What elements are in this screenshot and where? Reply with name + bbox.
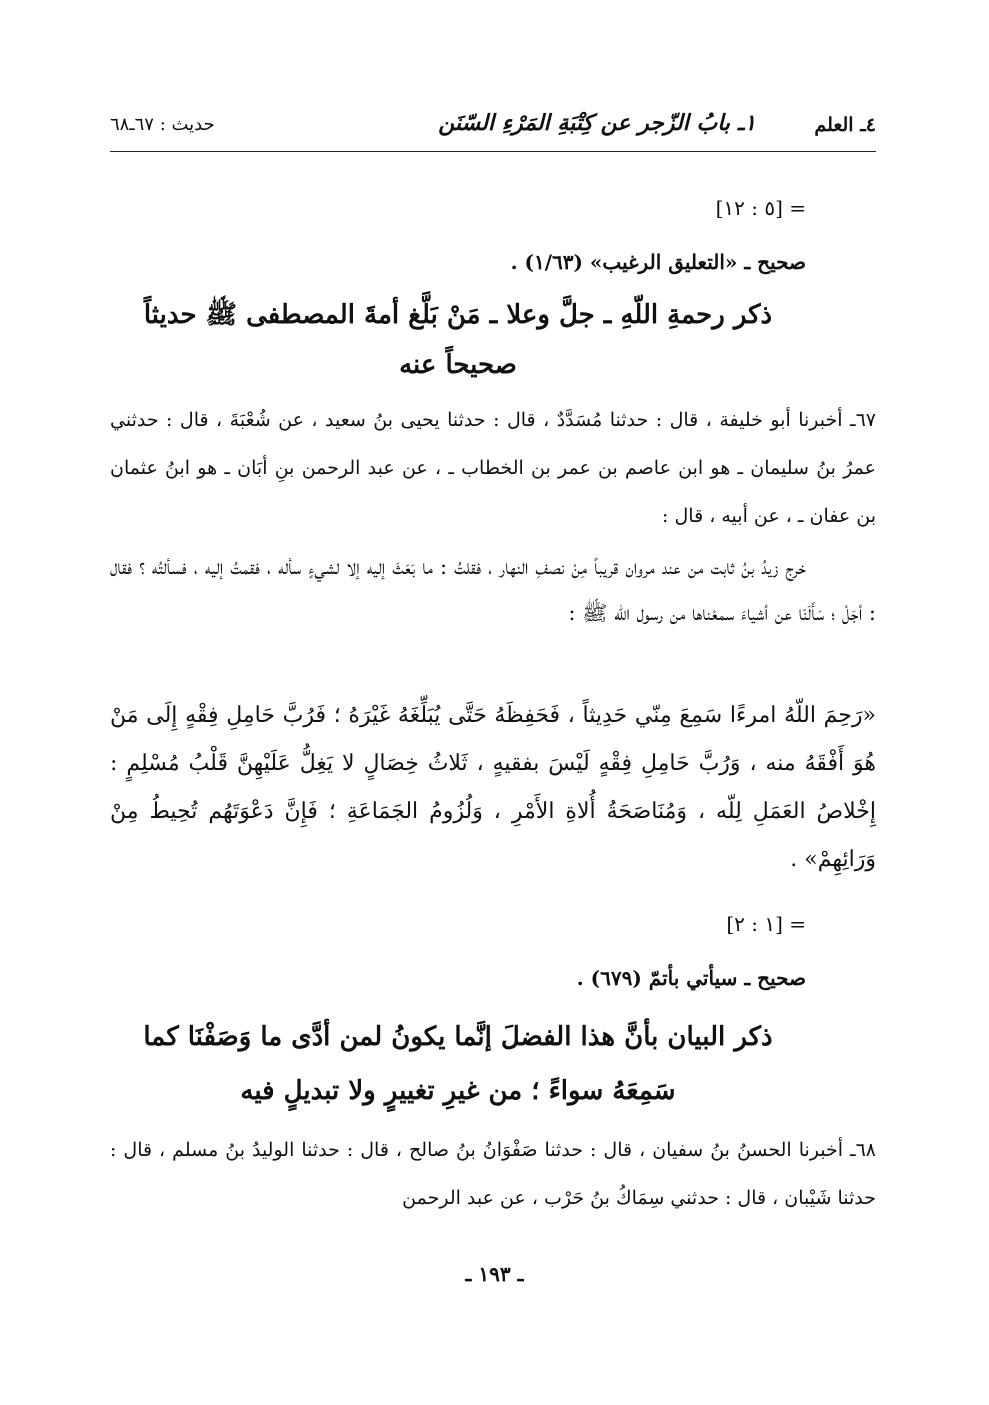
chapter-heading-line-1: ذكر رحمةِ اللّهِ ـ جلَّ وعلا ـ مَنْ بَلَّغ أمةَ المصطفى ﷺ حديثاً	[143, 300, 773, 330]
chapter-heading-line-2: صحيحاً عنه	[399, 350, 517, 380]
hadith-67-matn: «رَحِمَ اللّهُ امرءًا سَمِعَ مِنّي حَدِيثاً ، فَحَفِظَهُ حَتَّى يُبَلِّغَهُ غَيْرَهُ ؛ فَرُبَّ حَامِلِ فِقْهٍ إِلَى مَنْ هُوَ أَفْقَهُ منه ، وَرُبَّ حَامِلِ فِقْهٍ لَيْسَ بفقيهٍ ، ثَلاثُ خِصَالٍ لا يَغِلُّ عَلَيْهِنَّ قَلْبُ مُسْلِمٍ : إِخْلاصُ العَمَلِ لِلّه ، وَمُنَاصَحَةُ أُلاةِ الأَمْرِ ، وَلُزُومُ الجَمَاعَةِ ؛ فَإِنَّ دَعْوَتَهُم تُحِيطُ مِنْ وَرَائِهِمْ» .	[110, 703, 876, 872]
hadith-67-narration: خرج زيدُ بنُ ثابت من عند مروان قريباً مِنْ نصفِ النهار ، فقلتُ : ما بَعَثَ إليه إلا لشيءٍ سأله ، فقمتُ إليه ، فسألتُه ؟ فقال : أجَلْ ؛ سَأَلَنَا عن أشياءَ سمعْناها من رسول اللّه ﷺ :	[110, 555, 876, 625]
grading-note-67: صحيح ـ سيأتي بأتمّ (٦٧٩) .	[576, 966, 806, 990]
header-rule	[110, 151, 876, 152]
hadith-67-isnad: ٦٧ـ أخبرنا أبو خليفة ، قال : حدثنا مُسَدَّدٌ ، قال : حدثنا يحيى بنُ سعيد ، عن شُعْبَةَ ، قال : حدثني عمرُ بنُ سليمان ـ هو ابن عاصم بن عمر بن الخطاب ـ ، عن عبد الرحمن بنِ أبَان ـ هو ابنُ عثمان بن عفان ـ ، عن أبيه ، قال :	[110, 409, 876, 527]
grading-note: صحيح ـ «التعليق الرغيب» (١/٦٣) .	[510, 250, 806, 274]
chapter-heading-2-line-1: ذكر البيان بأنَّ هذا الفضلَ إنَّما يكونُ لمن أدَّى ما وَصَفْنَا كما	[143, 1022, 773, 1052]
page-number: ـ ١٩٣ ـ	[465, 1262, 524, 1286]
reference-note-67: = [١ : ٢]	[726, 912, 806, 936]
header-hadith-range: حديث : ٦٧ـ٦٨	[110, 114, 215, 135]
chapter-heading-2-line-2: سَمِعَهُ سواءً ؛ من غيرِ تغييرٍ ولا تبديلٍ فيه	[240, 1076, 676, 1106]
reference-note: = [٥ : ١٢]	[715, 196, 806, 220]
header-section-title: ١ـ بابُ الزّجر عن كِتْبَةِ المَرْءِ السّنَن	[438, 110, 756, 136]
hadith-68-isnad: ٦٨ـ أخبرنا الحسنُ بنُ سفيان ، قال : حدثنا صَفْوَانُ بنُ صالح ، قال : حدثنا الوليدُ بنُ مسلم ، قال : حدثنا شَيْبان ، قال : حدثني سِمَاكُ بنُ حَرْب ، عن عبد الرحمن	[110, 1139, 876, 1209]
header-chapter: ٤ـ العلم	[814, 114, 876, 136]
running-header	[110, 110, 876, 146]
